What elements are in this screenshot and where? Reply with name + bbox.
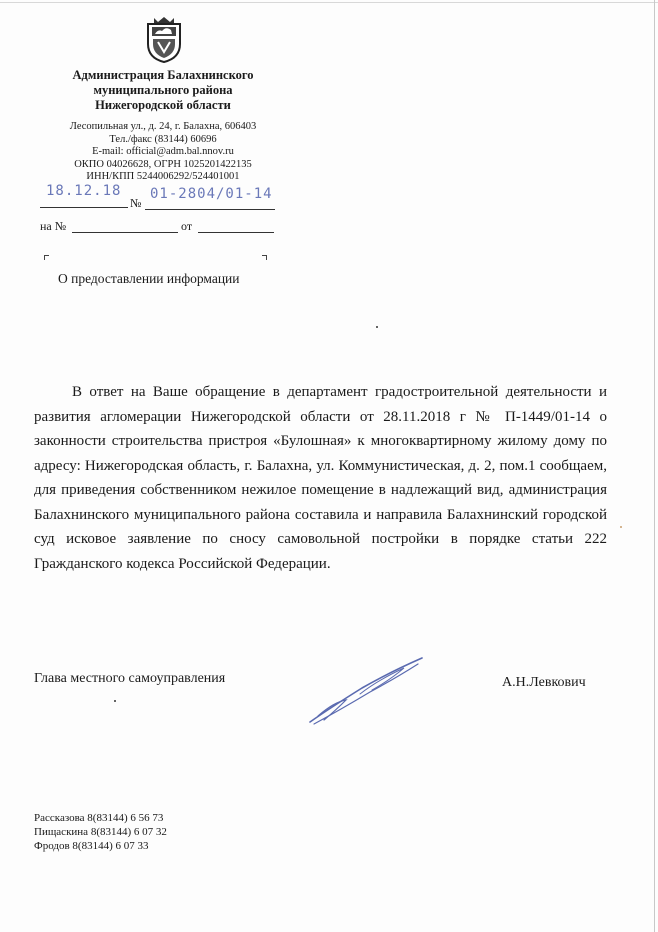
signatory-name: А.Н.Левкович xyxy=(502,675,586,690)
reply-number-underline xyxy=(72,232,178,233)
reply-date-underline xyxy=(198,232,274,233)
scan-speck xyxy=(114,700,116,702)
inn-text: ИНН/КПП 5244006292/524401001 xyxy=(86,171,240,183)
executors-list xyxy=(34,811,167,854)
signatory-position: Глава местного самоуправления xyxy=(34,671,226,686)
address-text: Лесопильная ул., д. 24, г. Балахна, 606403 xyxy=(69,121,257,132)
letter-body: В ответ на Ваше обращение в департамент градостроительной деятельности и развития агломерации Нижегородской области от 28.11.2018 г № П-1449/01-14 о законности строительства пристроя «Булошная» к многоквартирному жилому дому по адресу: Нижегородская область, г. Балахна, ул. Коммунистическая, д. 2, пом.1 сообщаем, для приведения собственником нежилое помещение в надлежащий вид, администрация Балахнинского муниципального района составила и направила Балахнинский городской суд исковое заявление по сносу самовольной постройки в порядке статьи 222 Гражданского кодекса Российской Федерации. xyxy=(34,384,607,572)
executor-item: Фродов 8(83144) 6 07 33 xyxy=(34,840,149,853)
reply-to-label: на № xyxy=(40,219,67,233)
scan-speck xyxy=(376,326,378,328)
contact-details xyxy=(40,121,286,184)
email-text: E-mail: official@adm.bal.nnov.ru xyxy=(92,146,234,158)
subject-line: О предоставлении информации xyxy=(58,271,240,286)
organization-name xyxy=(40,68,286,113)
phone-text: Тел./факс (83144) 60696 xyxy=(109,133,217,145)
executor-item: Пищаскина 8(83144) 6 07 32 xyxy=(34,826,167,839)
scan-edge-right xyxy=(654,0,655,932)
org-line: Администрация Балахнинского xyxy=(72,68,254,82)
number-label: № xyxy=(130,196,142,210)
scan-speck xyxy=(620,526,622,528)
from-label: от xyxy=(181,219,193,233)
corner-mark-left xyxy=(44,255,49,260)
org-line: Нижегородской области xyxy=(95,98,231,112)
number-underline xyxy=(145,209,275,210)
scan-edge-top xyxy=(0,2,658,3)
handwritten-date: 18.12.18 xyxy=(46,183,122,199)
corner-mark-right xyxy=(262,255,267,260)
coat-of-arms-icon xyxy=(144,14,184,64)
okpo-text: ОКПО 04026628, ОГРН 1025201422135 xyxy=(74,158,252,170)
handwritten-signature-icon xyxy=(300,650,430,730)
date-underline xyxy=(40,207,128,208)
handwritten-number: 01-2804/01-14 xyxy=(150,186,273,202)
org-line: муниципального района xyxy=(93,83,233,97)
executor-item: Рассказова 8(83144) 6 56 73 xyxy=(34,812,164,824)
